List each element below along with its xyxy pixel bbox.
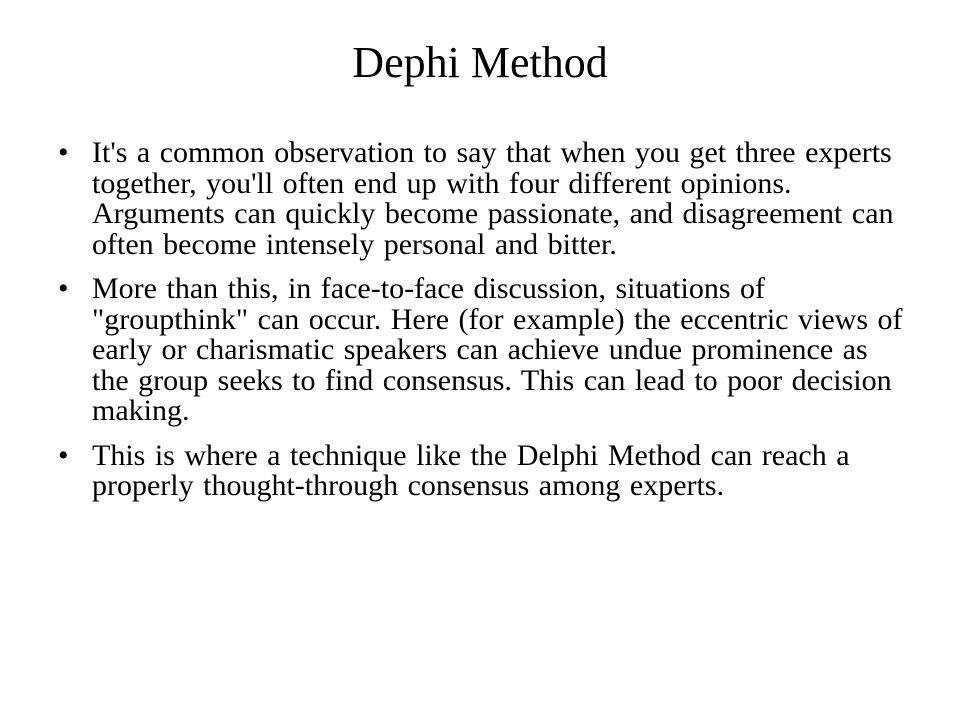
bullet-item: [58, 138, 908, 260]
slide-title: Dephi Method: [352, 38, 608, 87]
bullet-dot-icon: •: [58, 438, 69, 472]
bullet-item: [58, 438, 908, 502]
bullet-item: [58, 274, 908, 427]
bullet-text: More than this, in face-to-face discussion, situations of "groupthink" can occur. Here (for example) the eccentric views of early or charismatic speakers can achieve undue prominence as the group seeks to find consensus. This can lead to poor decision making.: [92, 272, 903, 427]
bullet-text: It's a common observation to say that when you get three experts together, you'll often end up with four different opinions. Arguments can quickly become passionate, and disagreement can often become intensely personal and bitter.: [92, 136, 894, 261]
bullet-list: [58, 138, 908, 516]
bullet-dot-icon: •: [58, 272, 69, 305]
bullet-dot-icon: •: [58, 136, 69, 169]
bullet-text: This is where a technique like the Delphi Method can reach a properly thought-through consensus among experts.: [92, 438, 850, 502]
